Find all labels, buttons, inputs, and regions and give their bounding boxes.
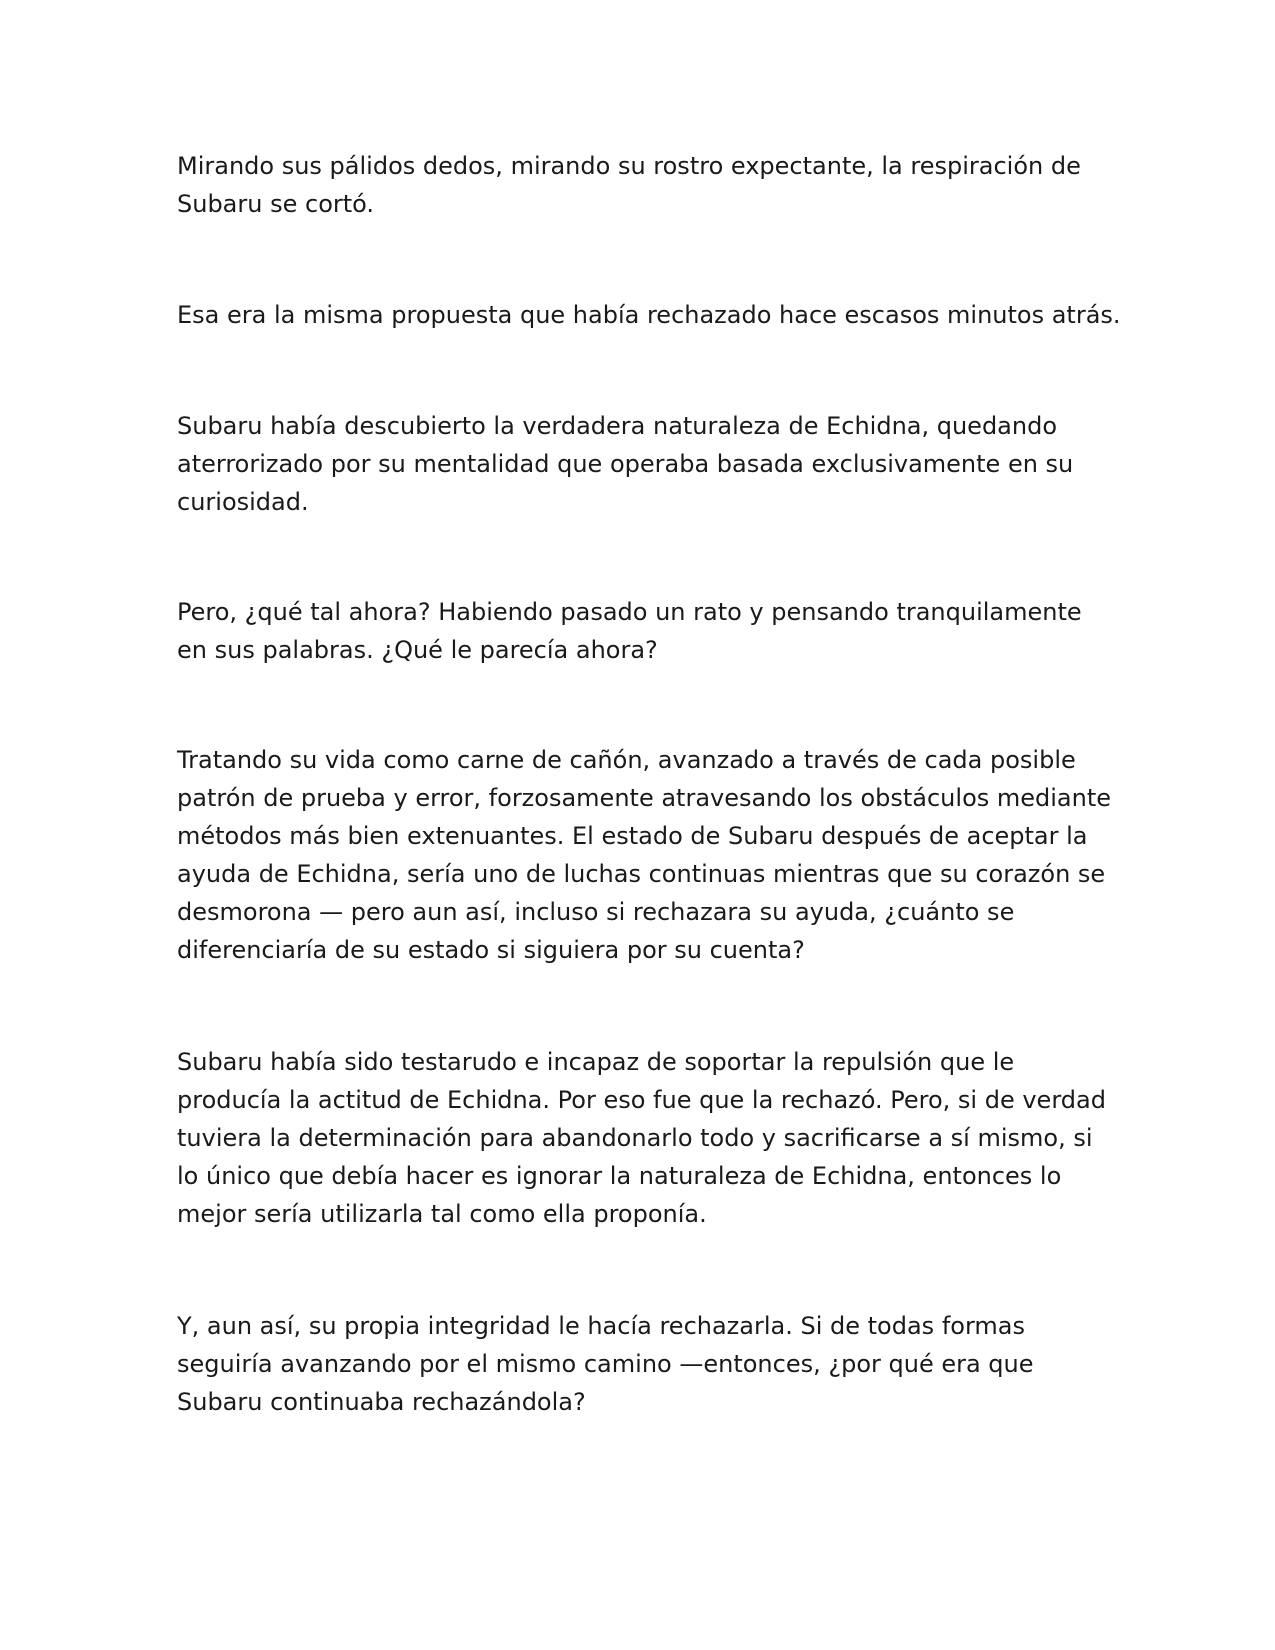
paragraph-4 xyxy=(177,593,1117,669)
paragraph-line: Subaru había sido testarudo e incapaz de soportar la repulsión que le xyxy=(177,1048,1015,1076)
paragraph-line: ayuda de Echidna, sería uno de luchas continuas mientras que su corazón se xyxy=(177,860,1106,888)
paragraph-line: seguiría avanzando por el mismo camino —entonces, ¿por qué era que xyxy=(177,1350,1034,1378)
paragraph-line: desmorona — pero aun así, incluso si rechazara su ayuda, ¿cuánto se xyxy=(177,898,1015,926)
paragraph-line: lo único que debía hacer es ignorar la naturaleza de Echidna, entonces lo xyxy=(177,1162,1062,1190)
paragraph-line: diferenciaría de su estado si siguiera por su cuenta? xyxy=(177,936,805,964)
paragraph-line: Tratando su vida como carne de cañón, avanzado a través de cada posible xyxy=(177,746,1076,774)
paragraph-line: Y, aun así, su propia integridad le hacía rechazarla. Si de todas formas xyxy=(177,1312,1025,1340)
paragraph-line: mejor sería utilizarla tal como ella proponía. xyxy=(177,1200,707,1228)
paragraph-line: Esa era la misma propuesta que había rechazado hace escasos minutos atrás. xyxy=(177,301,1121,329)
paragraph-line: métodos más bien extenuantes. El estado de Subaru después de aceptar la xyxy=(177,822,1088,850)
paragraph-line: producía la actitud de Echidna. Por eso fue que la rechazó. Pero, si de verdad xyxy=(177,1086,1106,1114)
paragraph-line: Subaru continuaba rechazándola? xyxy=(177,1388,586,1416)
paragraph-5 xyxy=(177,741,1117,969)
paragraph-line: en sus palabras. ¿Qué le parecía ahora? xyxy=(177,636,658,664)
paragraph-line: Subaru había descubierto la verdadera naturaleza de Echidna, quedando xyxy=(177,412,1058,440)
paragraph-line: Subaru se cortó. xyxy=(177,190,375,218)
paragraph-6 xyxy=(177,1043,1117,1233)
paragraph-line: curiosidad. xyxy=(177,488,309,516)
paragraph-line: Pero, ¿qué tal ahora? Habiendo pasado un rato y pensando tranquilamente xyxy=(177,598,1082,626)
paragraph-2 xyxy=(177,296,1121,334)
paragraph-line: patrón de prueba y error, forzosamente atravesando los obstáculos mediante xyxy=(177,784,1112,812)
paragraph-1 xyxy=(177,147,1117,223)
paragraph-3 xyxy=(177,407,1117,521)
paragraph-7 xyxy=(177,1307,1117,1421)
paragraph-line: aterrorizado por su mentalidad que operaba basada exclusivamente en su xyxy=(177,450,1074,478)
paragraph-line: tuviera la determinación para abandonarlo todo y sacrificarse a sí mismo, si xyxy=(177,1124,1093,1152)
paragraph-line: Mirando sus pálidos dedos, mirando su rostro expectante, la respiración de xyxy=(177,152,1081,180)
